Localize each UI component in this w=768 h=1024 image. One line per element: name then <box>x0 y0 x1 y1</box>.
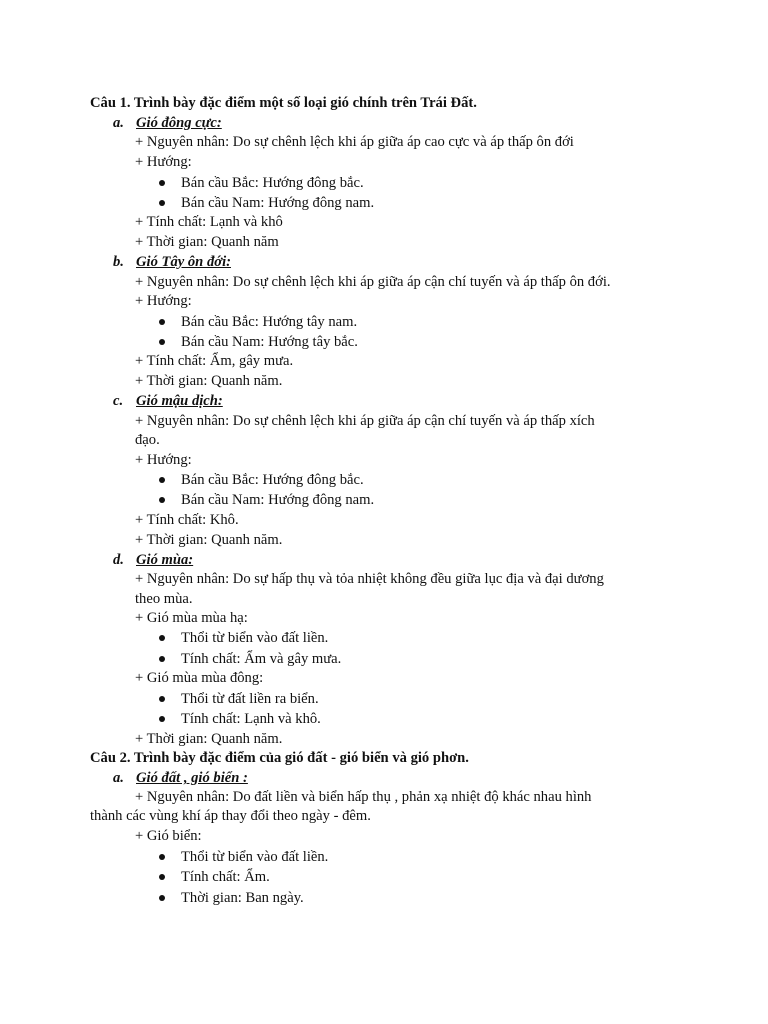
bullet-item <box>159 848 328 867</box>
bullet-item <box>159 629 328 648</box>
question-2-title: Câu 2. Trình bày đặc điểm của gió đất - gió biển và gió phơn. <box>90 750 469 766</box>
section-label: d. <box>113 552 124 568</box>
section-title: Gió mùa: <box>136 552 194 568</box>
direction-line: + Hướng: <box>135 293 192 309</box>
bullet-text: Thổi từ biển vào đất liền. <box>181 630 329 646</box>
bullet-icon <box>159 497 165 503</box>
section-1d-heading <box>113 551 193 570</box>
bullet-icon <box>159 696 165 702</box>
sea-breeze-line: + Gió biển: <box>135 828 202 844</box>
bullet-text: Thổi từ đất liền ra biển. <box>181 691 319 707</box>
bullet-item <box>159 491 374 510</box>
bullet-icon <box>159 874 165 880</box>
bullet-text: Bán cầu Nam: Hướng đông nam. <box>181 195 375 211</box>
bullet-text: Bán cầu Bắc: Hướng tây nam. <box>181 314 358 330</box>
bullet-item <box>159 471 364 490</box>
section-label: a. <box>113 115 124 131</box>
property-line: + Tính chất: Lạnh và khô <box>135 214 283 230</box>
time-line: + Thời gian: Quanh năm. <box>135 373 283 389</box>
property-line: + Tính chất: Ẩm, gây mưa. <box>135 353 294 369</box>
time-line: + Thời gian: Quanh năm. <box>135 532 283 548</box>
bullet-text: Thổi từ biển vào đất liền. <box>181 849 329 865</box>
bullet-text: Bán cầu Bắc: Hướng đông bắc. <box>181 175 364 191</box>
bullet-text: Bán cầu Bắc: Hướng đông bắc. <box>181 472 364 488</box>
section-1c-heading <box>113 392 223 411</box>
bullet-icon <box>159 477 165 483</box>
cause-line: + Nguyên nhân: Do sự chênh lệch khi áp giữa áp cận chí tuyến và áp thấp ôn đới. <box>135 274 611 290</box>
section-title: Gió Tây ôn đới: <box>136 254 231 270</box>
bullet-text: Tính chất: Lạnh và khô. <box>181 711 321 727</box>
bullet-item <box>159 333 358 352</box>
cause-line-continued: thành các vùng khí áp thay đổi theo ngày - đêm. <box>90 808 371 824</box>
bullet-text: Tính chất: Ẩm. <box>181 869 270 885</box>
cause-line: + Nguyên nhân: Do sự chênh lệch khi áp giữa áp cao cực và áp thấp ôn đới <box>135 134 574 150</box>
question-1-title: Câu 1. Trình bày đặc điểm một số loại gió chính trên Trái Đất. <box>90 95 477 111</box>
bullet-icon <box>159 656 165 662</box>
cause-line: + Nguyên nhân: Do sự chênh lệch khi áp giữa áp cận chí tuyến và áp thấp xích <box>135 413 595 429</box>
winter-monsoon-line: + Gió mùa mùa đông: <box>135 670 264 686</box>
bullet-item <box>159 313 357 332</box>
bullet-icon <box>159 339 165 345</box>
section-label: b. <box>113 254 124 270</box>
section-title: Gió đông cực: <box>136 115 222 131</box>
bullet-text: Bán cầu Nam: Hướng tây bắc. <box>181 334 358 350</box>
bullet-icon <box>159 180 165 186</box>
bullet-item <box>159 650 341 669</box>
direction-line: + Hướng: <box>135 452 192 468</box>
section-1b-heading <box>113 253 231 272</box>
property-line: + Tính chất: Khô. <box>135 512 239 528</box>
bullet-item <box>159 690 319 709</box>
bullet-icon <box>159 319 165 325</box>
direction-line: + Hướng: <box>135 154 192 170</box>
bullet-icon <box>159 635 165 641</box>
bullet-icon <box>159 854 165 860</box>
bullet-text: Thời gian: Ban ngày. <box>181 890 304 906</box>
cause-line-continued: đạo. <box>135 432 160 448</box>
cause-line: + Nguyên nhân: Do đất liền và biển hấp thụ , phản xạ nhiệt độ khác nhau hình <box>135 789 592 805</box>
bullet-icon <box>159 895 165 901</box>
bullet-icon <box>159 716 165 722</box>
bullet-text: Tính chất: Ẩm và gây mưa. <box>181 651 342 667</box>
section-title: Gió mậu dịch: <box>136 393 223 409</box>
bullet-text: Bán cầu Nam: Hướng đông nam. <box>181 492 375 508</box>
bullet-item <box>159 868 270 887</box>
section-2a-heading <box>113 769 248 788</box>
cause-line-continued: theo mùa. <box>135 591 193 607</box>
section-title: Gió đất , gió biển : <box>136 770 248 786</box>
bullet-icon <box>159 200 165 206</box>
time-line: + Thời gian: Quanh năm. <box>135 731 283 747</box>
section-1a-heading <box>113 114 222 133</box>
bullet-item <box>159 194 374 213</box>
cause-line: + Nguyên nhân: Do sự hấp thụ và tỏa nhiệt không đều giữa lục địa và đại dương <box>135 571 604 587</box>
section-label: a. <box>113 770 124 786</box>
bullet-item <box>159 174 364 193</box>
bullet-item <box>159 889 304 908</box>
section-label: c. <box>113 393 124 409</box>
bullet-item <box>159 710 321 729</box>
summer-monsoon-line: + Gió mùa mùa hạ: <box>135 610 248 626</box>
time-line: + Thời gian: Quanh năm <box>135 234 279 250</box>
